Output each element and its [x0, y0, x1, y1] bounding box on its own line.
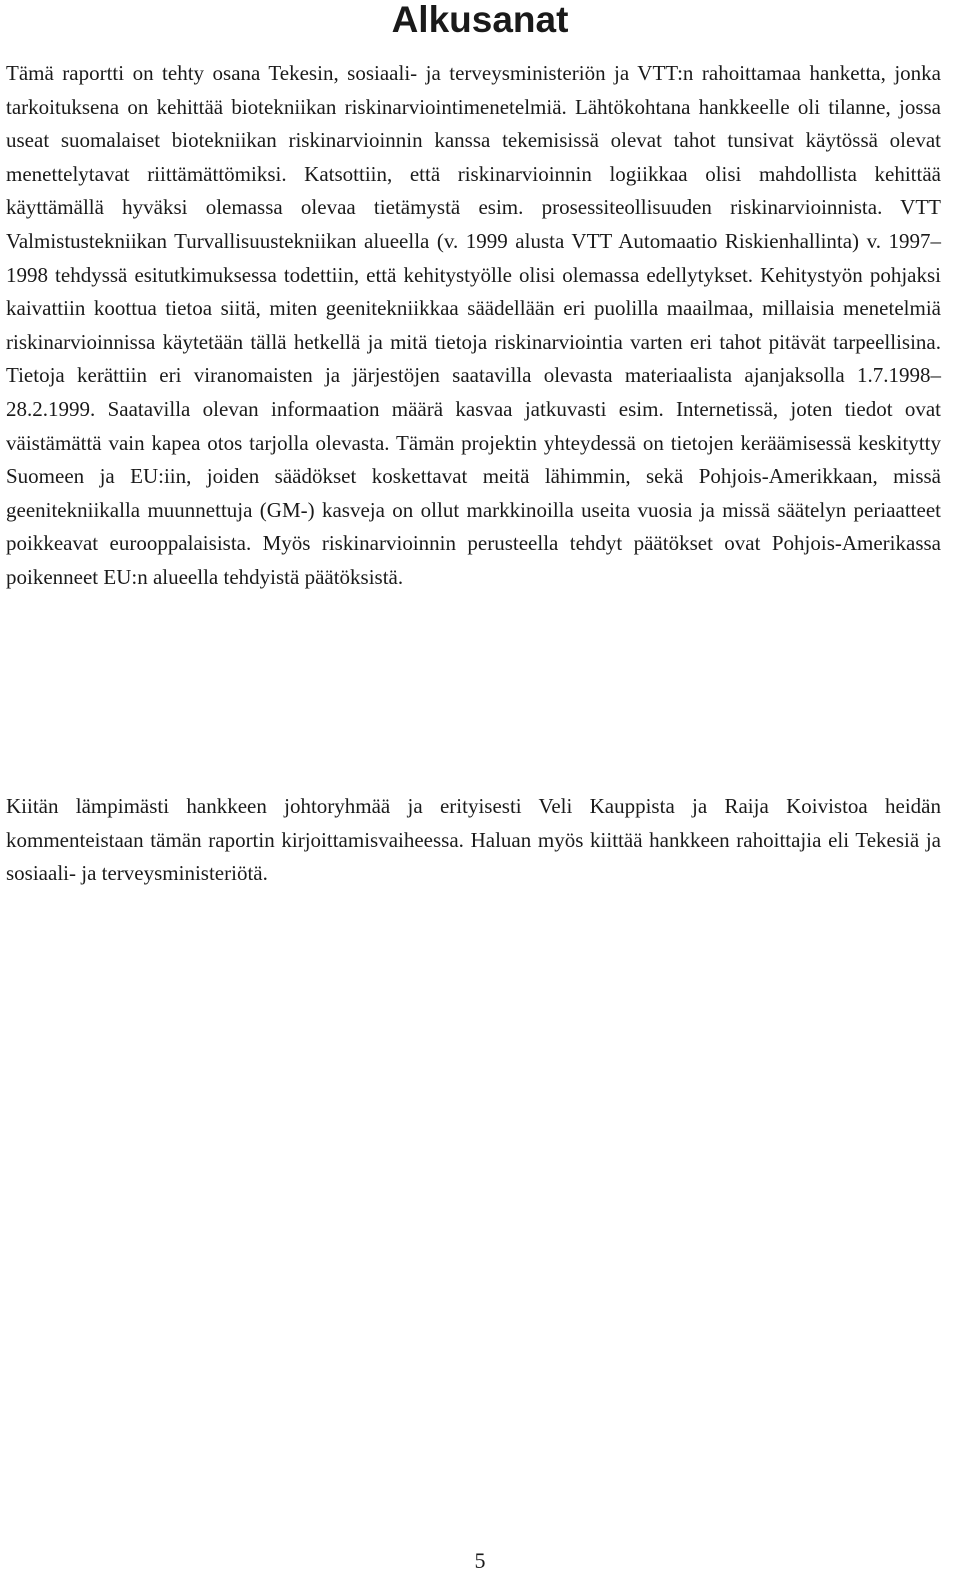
page-title: Alkusanat [391, 0, 569, 40]
page-number: 5 [474, 1548, 486, 1573]
acknowledgements-paragraph: Kiitän lämpimästi hankkeen johtoryhmää ja erityisesti Veli Kauppista ja Raija Koivistoa heidän kommenteistaan tämän raportin kirjoittamisvaiheessa. Haluan myös kiittää hankkeen rahoittajia eli Tekesiä ja sosiaali- ja terveysministeriötä. [6, 794, 941, 886]
intro-paragraph: Tämä raportti on tehty osana Tekesin, sosiaali- ja terveysministeriön ja VTT:n rahoittamaa hanketta, jonka tarkoituksena on kehittää biotekniikan riskinarviointimenetelmiä. Lähtökohtana hankkeelle oli tilanne, jossa useat suomalaiset biotekniikan riskinarvioinnin kanssa tekemisissä olevat tahot tunsivat käytössä olevat menettelytavat riittämättömiksi. Katsottiin, että riskinarvioinnin logiikkaa olisi mahdollista kehittää käyttämällä hyväksi olemassa olevaa tietämystä esim. prosessiteollisuuden riskinarvioinnista. VTT Valmistustekniikan Turvallisuustekniikan alueella (v. 1999 alusta VTT Automaatio Riskienhallinta) v. 1997–1998 tehdyssä esitutkimuksessa todettiin, että kehitystyölle olisi olemassa edellytykset. Kehitystyön pohjaksi kaivattiin koottua tietoa siitä, miten geenitekniikkaa säädellään eri puolilla maailmaa, millaisia menetelmiä riskinarvioinnissa käytetään tällä hetkellä ja mitä tietoja riskinarviointia varten eri tahot pitävät tarpeellisina. Tietoja kerättiin eri viranomaisten ja järjestöjen saatavilla olevasta materiaalista ajanjaksolla 1.7.1998–28.2.1999. Saatavilla olevan informaation määrä kasvaa jatkuvasti esim. Internetissä, joten tiedot ovat väistämättä vain kapea otos tarjolla olevasta. Tämän projektin yhteydessä on tietojen keräämisessä keskitytty Suomeen ja EU:iin, joiden säädökset koskettavat meitä lähimmin, sekä Pohjois-Amerikkaan, missä geenitekniikalla muunnettuja (GM-) kasveja on ollut markkinoilla useita vuosia ja missä säätelyn periaatteet poikkeavat eurooppalaisista. Myös riskinarvioinnin perusteella tehdyt päätökset ovat Pohjois-Amerikassa poikenneet EU:n alueella tehdyistä päätöksistä. [6, 61, 941, 589]
